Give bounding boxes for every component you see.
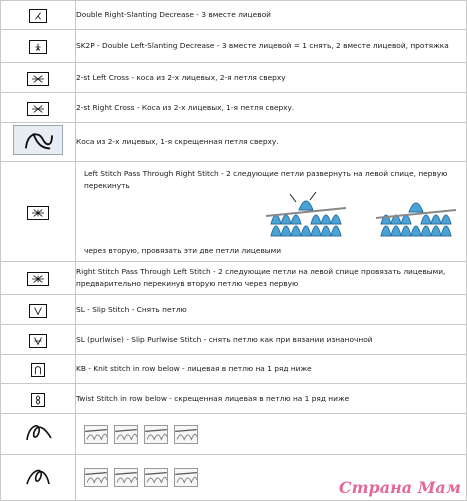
table-row [1, 295, 467, 325]
right-decrease-symbol-icon [29, 9, 47, 23]
symbol-cell [1, 262, 76, 295]
watermark: Страна Мам [338, 478, 461, 497]
step-photo-icon [144, 468, 168, 487]
description-cell: Коса из 2-х лицевых, 1-я скрещенная петля сверху. [76, 123, 467, 162]
step-photos [76, 425, 466, 444]
photo-cell [76, 414, 467, 455]
sk2p-symbol-icon [29, 40, 47, 54]
slip-purlwise-symbol-icon [29, 334, 47, 348]
description-cell: KB - Knit stitch in row below - лицевая в петлю на 1 ряд ниже [76, 355, 467, 384]
knit-below-symbol-icon [31, 363, 45, 377]
symbol-cell [1, 295, 76, 325]
symbol-cell [1, 384, 76, 414]
pass-through-symbol-icon [27, 206, 49, 220]
symbol-cell [1, 162, 76, 262]
step-photo-icon [144, 425, 168, 444]
knitting-illustration-icon [266, 186, 346, 244]
table-row [1, 93, 467, 123]
description-cell [76, 162, 467, 262]
table-row [1, 63, 467, 93]
right-pass-symbol-icon [27, 272, 49, 286]
twisted-cross-symbol-icon [13, 125, 63, 155]
right-cross-symbol-icon [27, 102, 49, 116]
step-photo-icon [174, 425, 198, 444]
loop-twist-symbol-icon [21, 418, 55, 446]
description-cell: 2-st Right Cross - Коса из 2-х лицевых, 1-я петля сверху. [76, 93, 467, 123]
slip-stitch-symbol-icon [29, 304, 47, 318]
step-photo-icon [114, 468, 138, 487]
symbol-cell [1, 355, 76, 384]
table-row [1, 30, 467, 63]
symbol-cell [1, 1, 76, 30]
left-cross-symbol-icon [27, 72, 49, 86]
description-cell: SL - Slip Stitch - Снять петлю [76, 295, 467, 325]
table-row [1, 262, 467, 295]
description-cell: Right Stitch Pass Through Left Stitch - 2 следующие петли на левой спице провязать лицевыми, предварительно перекинув вторую петлю через первую [76, 262, 467, 295]
symbol-cell [1, 30, 76, 63]
symbol-cell [1, 123, 76, 162]
step-photo-icon [84, 468, 108, 487]
description-text: Left Stitch Pass Through Right Stitch - 2 следующие петли развернуть на левой спице, первую перекинуть [84, 169, 448, 190]
symbol-cell [1, 93, 76, 123]
symbol-cell [1, 63, 76, 93]
loop-twist-reverse-symbol-icon [21, 462, 55, 490]
symbol-cell [1, 455, 76, 501]
table-row [1, 414, 467, 455]
table-row [1, 355, 467, 384]
table-row [1, 325, 467, 355]
description-cell: Twist Stitch in row below - скрещенная лицевая в петлю на 1 ряд ниже [76, 384, 467, 414]
table-row [1, 1, 467, 30]
step-photo-icon [174, 468, 198, 487]
symbol-cell [1, 414, 76, 455]
description-cell: SK2P - Double Left-Slanting Decrease - 3 вместе лицевой = 1 снять, 2 вместе лицевой, протяжка [76, 30, 467, 63]
twist-below-symbol-icon [31, 393, 45, 407]
knitting-illustration-icon [376, 186, 456, 244]
description-cell: Double Right-Slanting Decrease - 3 вместе лицевой [76, 1, 467, 30]
table-row [1, 384, 467, 414]
step-photo-icon [84, 425, 108, 444]
step-photo-icon [114, 425, 138, 444]
description-cell: SL (purlwise) - Slip Purlwise Stitch - снять петлю как при вязании изнаночной [76, 325, 467, 355]
description-text: через вторую, провязать эти две петли лицевыми [84, 246, 282, 255]
table-row [1, 123, 467, 162]
symbol-cell [1, 325, 76, 355]
table-row [1, 162, 467, 262]
description-cell: 2-st Left Cross - коса из 2-х лицевых, 2-я петля сверху [76, 63, 467, 93]
